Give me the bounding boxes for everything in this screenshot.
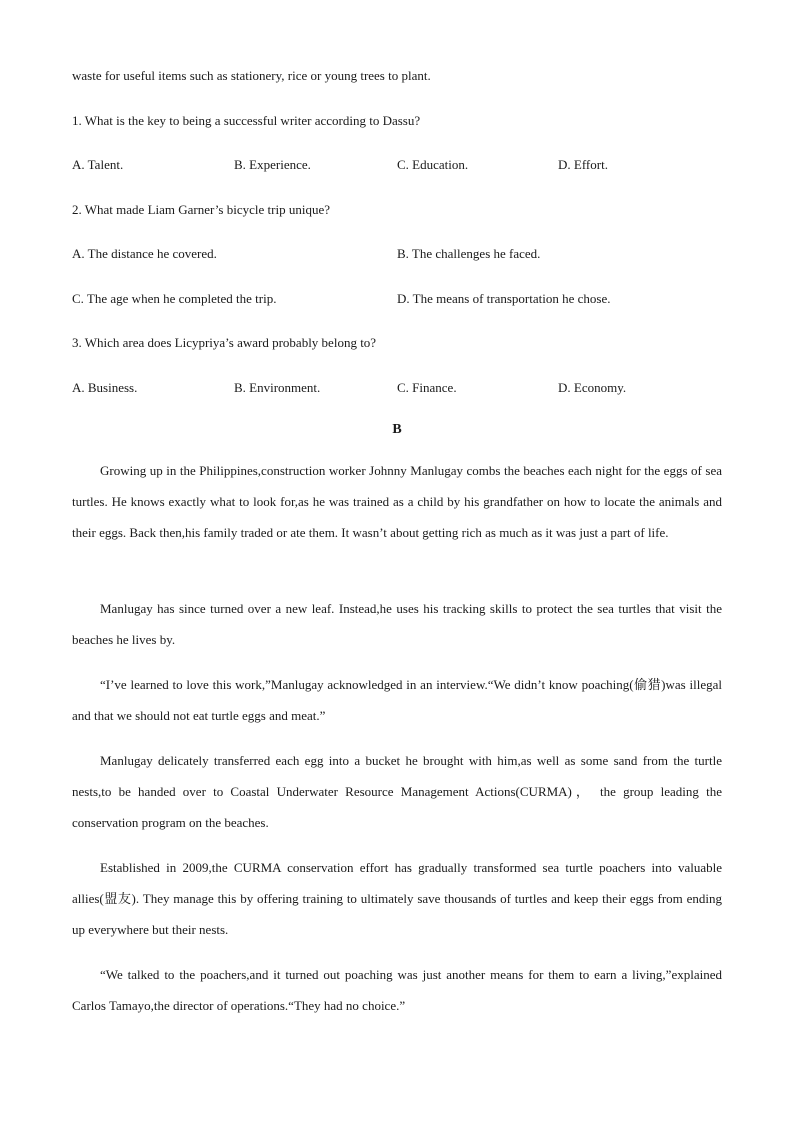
section-b-title: B: [392, 422, 402, 437]
question-2-option-b: B. The challenges he faced.: [397, 246, 541, 261]
question-3-option-a: A. Business.: [72, 380, 138, 395]
section-b-paragraph-4: Manlugay delicately transferred each egg into a bucket he brought with him,as well as some sand from the turtle nests,to be handed over to Coastal Underwater Resource Management Actions(CURMA)， the group leading the conservation program on the beaches.: [72, 753, 722, 830]
question-1-option-a: A. Talent.: [72, 157, 124, 172]
question-1-stem: 1. What is the key to being a successful writer according to Dassu?: [72, 113, 421, 128]
question-3-option-d: D. Economy.: [558, 380, 627, 395]
question-2-option-d: D. The means of transportation he chose.: [397, 291, 611, 306]
question-1-option-b: B. Experience.: [234, 157, 311, 172]
question-1-option-c: C. Education.: [397, 157, 469, 172]
section-b-paragraph-1: Growing up in the Philippines,construction worker Johnny Manlugay combs the beaches each night for the eggs of sea turtles. He knows exactly what to look for,as he was trained as a child by his grandfather on how to locate the animals and their eggs. Back then,his family traded or ate them. It wasn’t about getting rich as much as it was just a part of life.: [72, 463, 722, 540]
question-1-option-d: D. Effort.: [558, 157, 608, 172]
question-3-option-c: C. Finance.: [397, 380, 457, 395]
question-2-stem: 2. What made Liam Garner’s bicycle trip unique?: [72, 202, 330, 217]
question-3-option-b: B. Environment.: [234, 380, 321, 395]
intro-line: waste for useful items such as stationery, rice or young trees to plant.: [72, 68, 431, 83]
section-b-paragraph-3: “I’ve learned to love this work,”Manlugay acknowledged in an interview.“We didn’t know poaching(偷猎)was illegal and that we should not eat turtle eggs and meat.”: [72, 677, 722, 723]
section-b-paragraph-6: “We talked to the poachers,and it turned out poaching was just another means for them to earn a living,”explained Carlos Tamayo,the director of operations.“They had no choice.”: [72, 967, 722, 1013]
question-3-stem: 3. Which area does Licypriya’s award probably belong to?: [72, 335, 377, 350]
question-2-option-a: A. The distance he covered.: [72, 246, 217, 261]
section-b-paragraph-2: Manlugay has since turned over a new leaf. Instead,he uses his tracking skills to protect the sea turtles that visit the beaches he lives by.: [72, 601, 722, 647]
section-b-paragraph-5: Established in 2009,the CURMA conservation effort has gradually transformed sea turtle poachers into valuable allies(盟友). They manage this by offering training to ultimately save thousands of turtles and keep their eggs from ending up everywhere but their nests.: [72, 860, 722, 937]
question-2-option-c: C. The age when he completed the trip.: [72, 291, 277, 306]
